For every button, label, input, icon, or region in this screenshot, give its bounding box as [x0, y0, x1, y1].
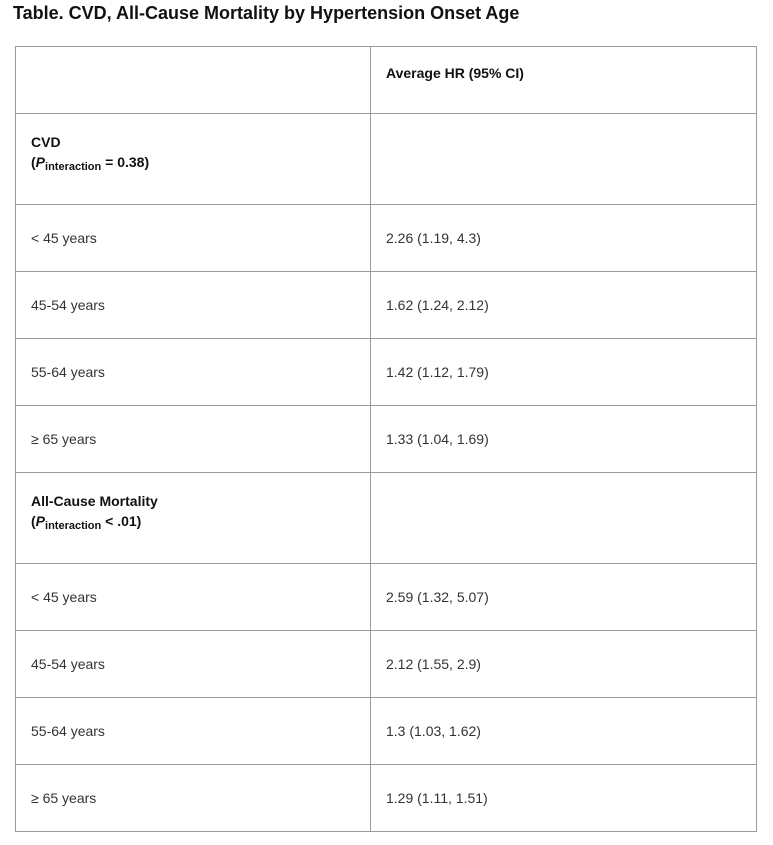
section-value-cell — [371, 473, 757, 564]
table-row — [16, 564, 757, 631]
header-cell-hr — [371, 47, 757, 114]
section-value-cell — [371, 114, 757, 205]
table-row — [16, 272, 757, 339]
age-group-label: ≥ 65 years — [16, 406, 371, 473]
table-row — [16, 765, 757, 832]
section-label-cell — [16, 473, 371, 564]
table-row — [16, 339, 757, 406]
section-row-cvd — [16, 114, 757, 205]
table-title: Table. CVD, All-Cause Mortality by Hypertension Onset Age — [13, 3, 520, 23]
section-label-cell — [16, 114, 371, 205]
section-title: CVD — [31, 134, 61, 150]
hr-value: 2.59 (1.32, 5.07) — [371, 564, 757, 631]
age-group-label: 55-64 years — [16, 698, 371, 765]
hr-value: 1.33 (1.04, 1.69) — [371, 406, 757, 473]
header-cell-empty — [16, 47, 371, 114]
hr-value: 1.42 (1.12, 1.79) — [371, 339, 757, 406]
p-interaction-label: $(P_{interaction} < .01)$ — [31, 513, 142, 532]
section-title: All-Cause Mortality — [31, 493, 158, 509]
hr-value: 2.26 (1.19, 4.3) — [371, 205, 757, 272]
age-group-label: < 45 years — [16, 564, 371, 631]
table-row — [16, 631, 757, 698]
hr-value: 1.29 (1.11, 1.51) — [371, 765, 757, 832]
age-group-label: 45-54 years — [16, 631, 371, 698]
age-group-label: ≥ 65 years — [16, 765, 371, 832]
header-hr-label: Average HR (95% CI) — [386, 65, 524, 81]
hr-value: 2.12 (1.55, 2.9) — [371, 631, 757, 698]
age-group-label: 55-64 years — [16, 339, 371, 406]
table-row — [16, 406, 757, 473]
table-header-row — [16, 47, 757, 114]
age-group-label: 45-54 years — [16, 272, 371, 339]
hr-table — [15, 46, 757, 832]
table-row — [16, 205, 757, 272]
section-row-all-cause — [16, 473, 757, 564]
age-group-label: < 45 years — [16, 205, 371, 272]
p-interaction-label: $(P_{interaction} = 0.38)$ — [31, 154, 150, 173]
table-row — [16, 698, 757, 765]
hr-value: 1.3 (1.03, 1.62) — [371, 698, 757, 765]
hr-value: 1.62 (1.24, 2.12) — [371, 272, 757, 339]
